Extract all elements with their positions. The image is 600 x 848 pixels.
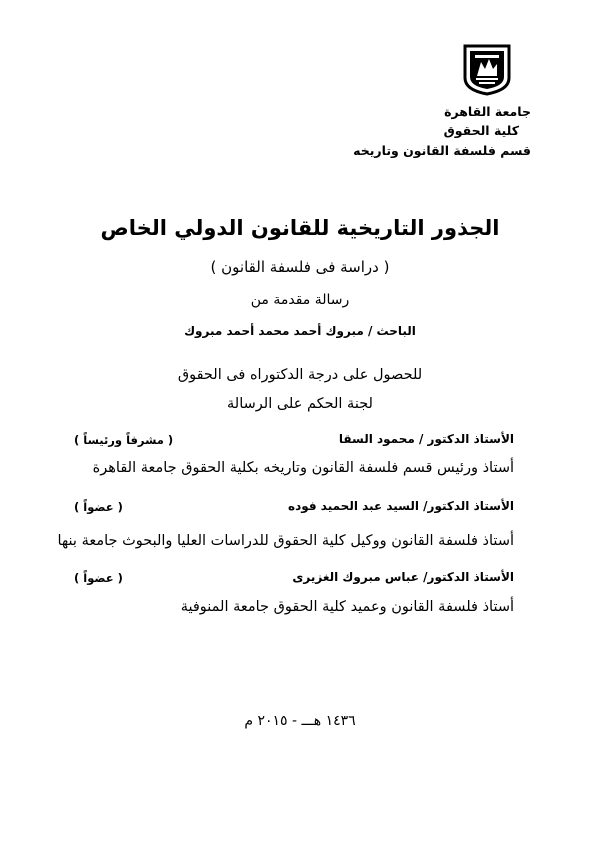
committee-member-name: الأستاذ الدكتور/ عباس مبروك الغزيرى: [292, 570, 514, 584]
date: ١٤٣٦ هـــ - ٢٠١٥ م: [244, 713, 356, 729]
degree-statement: للحصول على درجة الدكتوراه فى الحقوق: [177, 367, 423, 383]
committee-title: لجنة الحكم على الرسالة: [227, 396, 373, 412]
committee-member-role: ( عضواً ): [74, 500, 123, 514]
university-seal-icon: [462, 42, 512, 96]
faculty-name: كلية الحقوق: [443, 123, 519, 138]
committee-member-position: أستاذ فلسفة القانون وعميد كلية الحقوق جامعة المنوفية: [180, 599, 514, 615]
committee-member-name: الأستاذ الدكتور/ السيد عبد الحميد فوده: [288, 499, 514, 513]
committee-member-role: ( عضواً ): [74, 571, 123, 585]
researcher-name: الباحث / مبروك أحمد محمد أحمد مبروك: [184, 324, 416, 338]
committee-member-role: ( مشرفاً ورئيساً ): [74, 433, 174, 447]
committee-member-name: الأستاذ الدكتور / محمود السقا: [338, 432, 514, 446]
thesis-title: الجذور التاريخية للقانون الدولي الخاص: [100, 216, 500, 240]
department-name: قسم فلسفة القانون وتاريخه: [353, 143, 531, 158]
committee-member-position: أستاذ فلسفة القانون ووكيل كلية الحقوق للدراسات العليا والبحوث جامعة بنها: [57, 533, 514, 549]
thesis-subtitle: ( دراسة فى فلسفة القانون ): [210, 258, 390, 276]
university-name: جامعة القاهرة: [444, 104, 531, 119]
committee-member-position: أستاذ ورئيس قسم فلسفة القانون وتاريخه بكلية الحقوق جامعة القاهرة: [92, 460, 514, 476]
presented-by: رسالة مقدمة من: [250, 292, 350, 308]
